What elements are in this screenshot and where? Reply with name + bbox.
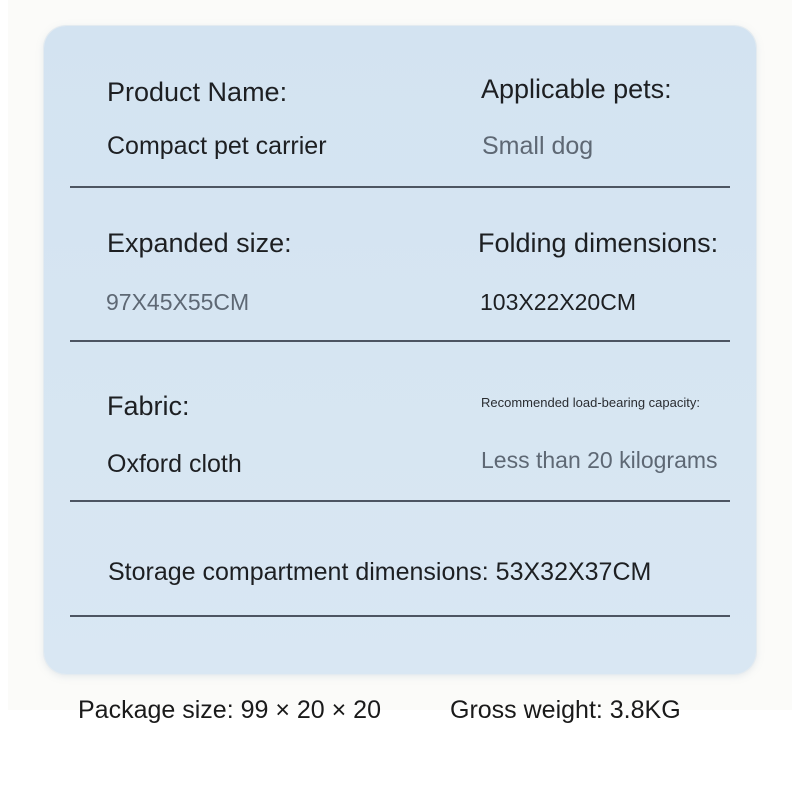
expanded-size-value: 97X45X55CM [106, 289, 250, 315]
applicable-pets-label: Applicable pets: [481, 74, 672, 104]
storage-dimensions: Storage compartment dimensions: 53X32X37CM [108, 558, 652, 586]
divider-2 [70, 340, 730, 342]
fabric-value: Oxford cloth [107, 450, 242, 478]
folding-dimensions-label: Folding dimensions: [478, 228, 719, 258]
divider-4 [70, 615, 730, 617]
load-capacity-value: Less than 20 kilograms [481, 447, 718, 473]
expanded-size-label: Expanded size: [107, 228, 292, 258]
divider-3 [70, 500, 730, 502]
applicable-pets-value: Small dog [482, 132, 594, 160]
fabric-label: Fabric: [107, 391, 190, 421]
folding-dimensions-value: 103X22X20CM [480, 289, 636, 315]
load-capacity-label: Recommended load-bearing capacity: [481, 395, 700, 410]
divider-1 [70, 186, 730, 188]
product-name-label: Product Name: [107, 77, 288, 107]
package-size: Package size: 99 × 20 × 20 [78, 696, 381, 724]
product-name-value: Compact pet carrier [107, 132, 327, 160]
gross-weight: Gross weight: 3.8KG [450, 696, 681, 724]
